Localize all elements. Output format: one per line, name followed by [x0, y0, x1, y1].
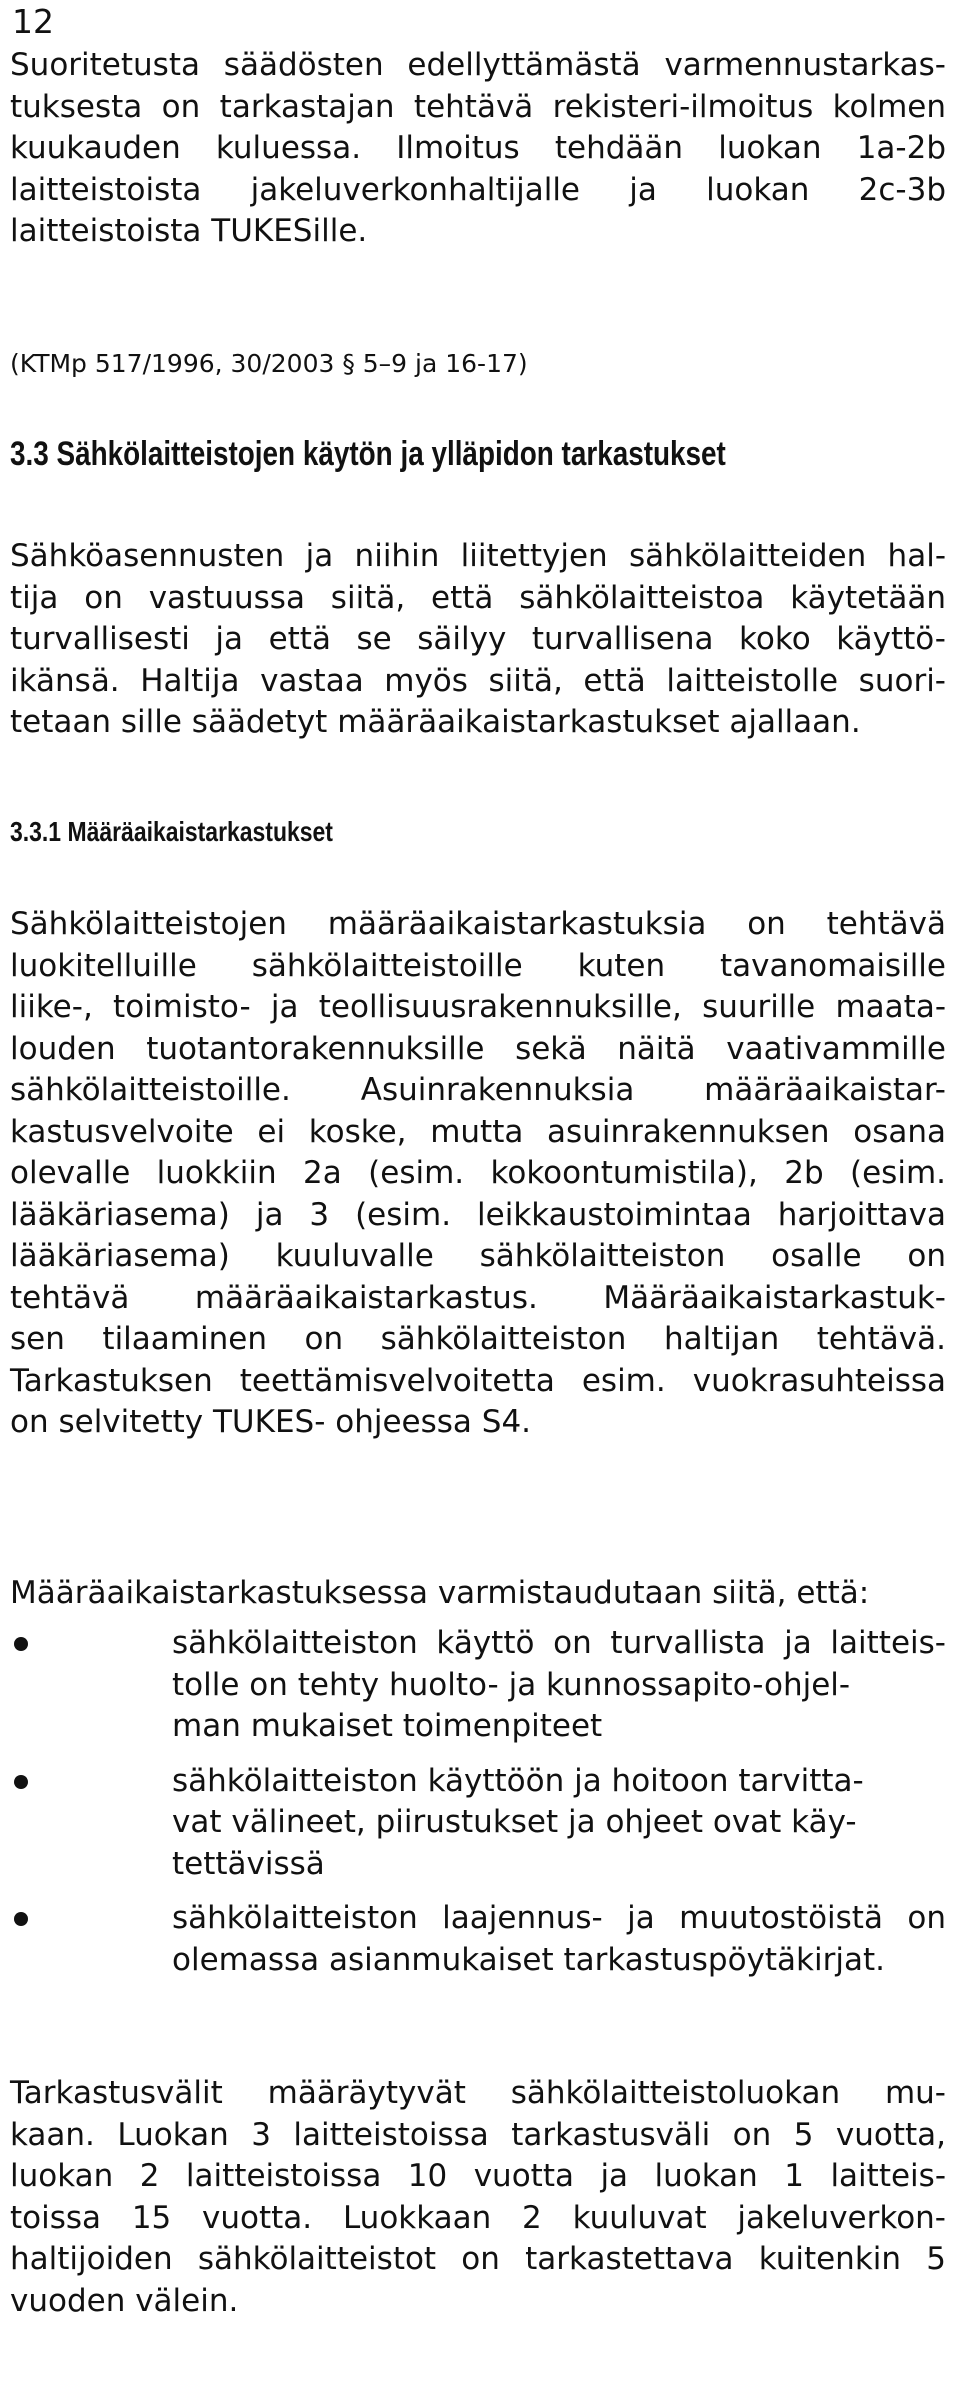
- text-line: vat välineet, piirustukset ja ohjeet ovat käy-: [172, 1804, 857, 1840]
- legal-reference: (KTMp 517/1996, 30/2003 § 5–9 ja 16-17): [10, 349, 528, 378]
- text-line: tija on vastuussa siitä, että sähkölaitteistoa käytetään: [10, 579, 946, 616]
- text-line: tetaan sille säädetyt määräaikaistarkastukset ajallaan.: [10, 704, 861, 740]
- bullet-list: [10, 1623, 946, 1994]
- section-heading: 3.3 Sähkölaitteistojen käytön ja ylläpidon tarkastukset: [10, 435, 726, 473]
- bullet-icon: [14, 1912, 28, 1926]
- text-line: olemassa asianmukaiset tarkastuspöytäkirjat.: [172, 1941, 885, 1978]
- text-line: tuksesta on tarkastajan tehtävä rekisteri-ilmoitus kolmen: [10, 88, 946, 125]
- text-line: louden tuotantorakennuksille sekä näitä vaativammille: [10, 1030, 946, 1067]
- text-line: ikänsä. Haltija vastaa myös siitä, että laitteistolle suori-: [10, 662, 946, 699]
- text-line: kuukauden kuluessa. Ilmoitus tehdään luokan 1a-2b: [10, 130, 946, 166]
- page-number: 12: [12, 2, 54, 41]
- bullet-icon: [14, 1775, 28, 1789]
- text-line: sähkölaitteistoille. Asuinrakennuksia määräaikaistar-: [10, 1072, 946, 1108]
- text-line: Sähköasennusten ja niihin liitettyjen sähkölaitteiden hal-: [10, 538, 946, 574]
- text-line: luokitelluille sähkölaitteistoille kuten tavanomaisille: [10, 947, 946, 984]
- text-line: Suoritetusta säädösten edellyttämästä varmennustarkas-: [10, 47, 946, 83]
- text-line: sähkölaitteiston käyttöön ja hoitoon tarvitta-: [172, 1762, 864, 1799]
- text-line: Tarkastusvälit määräytyvät sähkölaitteistoluokan mu-: [10, 2075, 946, 2111]
- text-line: laitteistoista jakeluverkonhaltijalle ja luokan 2c-3b: [10, 171, 946, 208]
- section-paragraph: [10, 536, 946, 744]
- text-line: tehtävä määräaikaistarkastus. Määräaikaistarkastuk-: [10, 1279, 946, 1316]
- list-intro: [10, 1573, 946, 1615]
- text-line: sähkölaitteiston käyttö on turvallista ja laitteis-: [172, 1625, 946, 1661]
- intro-paragraph: [10, 45, 946, 253]
- text-line: vuoden välein.: [10, 2282, 239, 2319]
- text-line: sähkölaitteiston laajennus- ja muutostöistä on: [172, 1900, 946, 1936]
- text-line: Sähkölaitteistojen määräaikaistarkastuksia on tehtävä: [10, 906, 946, 942]
- text-line: tolle on tehty huolto- ja kunnossapito-ohjel-: [172, 1666, 851, 1703]
- text-line: olevalle luokkiin 2a (esim. kokoontumistila), 2b (esim.: [10, 1155, 946, 1191]
- text-line: Määräaikaistarkastuksessa varmistaudutaan siitä, että:: [10, 1575, 870, 1611]
- text-line: turvallisesti ja että se säilyy turvallisena koko käyttö-: [10, 621, 946, 657]
- final-paragraph: [10, 2073, 946, 2322]
- text-line: laitteistoista TUKESille.: [10, 213, 368, 249]
- text-line: lääkäriasema) ja 3 (esim. leikkaustoimintaa harjoittava: [10, 1196, 946, 1233]
- text-line: tettävissä: [172, 1845, 325, 1882]
- text-line: sen tilaaminen on sähkölaitteiston haltijan tehtävä.: [10, 1321, 946, 1357]
- text-line: Tarkastuksen teettämisvelvoitetta esim. vuokrasuhteissa: [10, 1362, 946, 1399]
- text-line: man mukaiset toimenpiteet: [172, 1708, 603, 1744]
- list-item: [10, 1898, 946, 1981]
- text-line: toissa 15 vuotta. Luokkaan 2 kuuluvat jakeluverkon-: [10, 2199, 946, 2236]
- subsection-paragraph: [10, 904, 946, 1444]
- text-line: kaan. Luokan 3 laitteistoissa tarkastusväli on 5 vuotta,: [10, 2116, 946, 2153]
- text-line: on selvitetty TUKES- ohjeessa S4.: [10, 1404, 532, 1440]
- text-line: lääkäriasema) kuuluvalle sähkölaitteiston osalle on: [10, 1238, 946, 1274]
- text-line: luokan 2 laitteistoissa 10 vuotta ja luokan 1 laitteis-: [10, 2158, 946, 2194]
- list-item: [10, 1761, 946, 1886]
- bullet-icon: [14, 1637, 28, 1651]
- subsection-heading: 3.3.1 Määräaikaistarkastukset: [10, 816, 333, 847]
- list-item: [10, 1623, 946, 1748]
- text-line: haltijoiden sähkölaitteistot on tarkastettava kuitenkin 5: [10, 2241, 946, 2277]
- text-line: liike-, toimisto- ja teollisuusrakennuksille, suurille maata-: [10, 989, 946, 1025]
- text-line: kastusvelvoite ei koske, mutta asuinrakennuksen osana: [10, 1113, 946, 1150]
